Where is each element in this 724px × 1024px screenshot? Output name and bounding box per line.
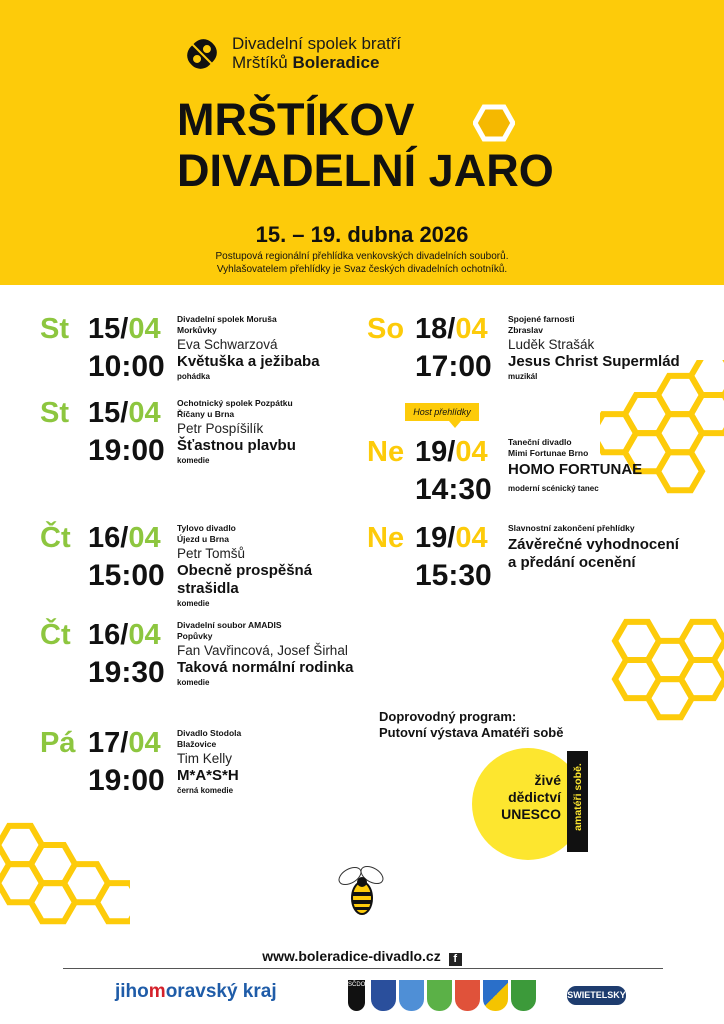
bee-icon <box>332 862 392 918</box>
event-date <box>88 618 161 652</box>
festival-title-2: DIVADELNÍ JARO <box>177 145 554 196</box>
event-date-month: 04 <box>128 522 161 554</box>
event-title: Závěrečné vyhodnocení a předání ocenění <box>508 536 679 571</box>
event-day: Čt <box>40 522 71 554</box>
event-date-month: 04 <box>128 727 161 759</box>
event-date-day: 19/ <box>415 522 456 554</box>
event-genre: pohádka <box>177 372 210 381</box>
event-time: 17:00 <box>415 350 492 383</box>
event-ensemble: Taneční divadlo Mimi Fortunae Brno <box>508 437 589 458</box>
event-time: 15:30 <box>415 559 492 592</box>
event-time: 19:00 <box>88 764 165 797</box>
website-line <box>0 948 724 966</box>
event-ensemble: Ochotnický spolek Pozpátku Říčany u Brna <box>177 398 293 419</box>
event-details <box>508 437 724 495</box>
accompanying-program <box>379 709 563 741</box>
event-ensemble: Spojené farnosti Zbraslav <box>508 314 575 335</box>
event-time: 19:00 <box>88 434 165 467</box>
event-time: 14:30 <box>415 473 492 506</box>
event-time: 19:30 <box>88 656 165 689</box>
event-time: 15:00 <box>88 559 165 592</box>
event-day: St <box>40 397 69 429</box>
event-date <box>415 521 488 555</box>
event-day: St <box>40 313 69 345</box>
event-genre: komedie <box>177 456 210 465</box>
event-author: Eva Schwarzová <box>177 337 278 352</box>
festival-subtitle <box>0 250 724 276</box>
event-details <box>177 314 397 383</box>
event-day: So <box>367 313 405 345</box>
event-title: Jesus Christ Supermlád <box>508 353 680 370</box>
honeycomb-cell <box>681 660 724 698</box>
program-exhibition: Putovní výstava Amatéři sobě <box>379 725 564 740</box>
municipal-crest <box>427 980 452 1011</box>
unesco-line: UNESCO <box>501 806 561 822</box>
swietelsky-logo: SWIETELSKY <box>567 986 626 1005</box>
event-date-day: 19/ <box>415 436 456 468</box>
amateri-sobe-text: amatéři sobě. <box>572 763 584 831</box>
event-details <box>508 523 724 572</box>
event-details <box>177 620 397 689</box>
event-details <box>177 398 397 467</box>
event-date-month: 04 <box>128 619 161 651</box>
municipal-crest <box>399 980 424 1011</box>
event-details <box>177 523 397 610</box>
organizer-line-2: Mrštíků <box>232 53 288 72</box>
organizer-town: Boleradice <box>292 53 380 72</box>
event-title: HOMO FORTUNAE <box>508 461 643 478</box>
event-ensemble: Tylovo divadlo Újezd u Brna <box>177 523 236 544</box>
organizer-logo <box>181 33 223 75</box>
municipal-crest <box>511 980 536 1011</box>
honeycomb-cell <box>615 622 659 660</box>
unesco-text <box>486 772 561 823</box>
amateri-sobe-label <box>567 751 588 852</box>
event-author: Fan Vavřincová, Josef Širhal <box>177 643 348 658</box>
event-date-day: 16/ <box>88 522 129 554</box>
website-link[interactable]: www.boleradice-divadlo.cz <box>262 948 441 964</box>
honeycomb-cell <box>681 622 724 660</box>
event-date-day: 15/ <box>88 397 129 429</box>
event-time: 10:00 <box>88 350 165 383</box>
event-date-day: 15/ <box>88 313 129 345</box>
event-ensemble: Slavnostní zakončení přehlídky <box>508 523 635 533</box>
event-genre: komedie <box>177 678 210 687</box>
organizer-name <box>232 34 401 72</box>
event-genre: moderní scénický tanec <box>508 484 599 493</box>
program-heading: Doprovodný program: <box>379 709 517 724</box>
event-date-day: 17/ <box>88 727 129 759</box>
event-author: Tim Kelly <box>177 751 233 766</box>
event-genre: komedie <box>177 599 210 608</box>
honeycomb-cell <box>31 883 75 921</box>
jihomoravsky-kraj-logo: jihomoravský kraj <box>115 981 277 1002</box>
event-title: Květuška a ježibaba <box>177 353 320 370</box>
event-genre: černá komedie <box>177 786 234 795</box>
event-genre: muzikál <box>508 372 538 381</box>
municipal-crest <box>455 980 480 1011</box>
event-title: Taková normální rodinka <box>177 659 354 676</box>
event-date-month: 04 <box>128 313 161 345</box>
event-date <box>88 396 161 430</box>
event-date <box>88 312 161 346</box>
event-author: Petr Tomšů <box>177 546 246 561</box>
honeycomb-cell <box>691 395 724 433</box>
event-day: Ne <box>367 436 405 468</box>
event-date-month: 04 <box>455 522 488 554</box>
event-date-day: 16/ <box>88 619 129 651</box>
honeycomb-decoration <box>0 815 130 935</box>
municipal-crest <box>371 980 396 1011</box>
unesco-line: dědictví <box>508 789 561 805</box>
event-day: Čt <box>40 619 71 651</box>
festival-dates: 15. – 19. dubna 2026 <box>255 222 469 247</box>
event-date <box>88 521 161 555</box>
facebook-icon[interactable]: f <box>449 953 462 966</box>
organizer-line-1: Divadelní spolek bratří <box>232 34 402 53</box>
event-date <box>415 435 488 469</box>
event-date-month: 04 <box>455 436 488 468</box>
subtitle-line: Vyhlašovatelem přehlídky je Svaz českých divadelních ochotníků. <box>216 264 508 275</box>
unesco-line: živé <box>534 772 561 788</box>
event-author: Petr Pospíšilík <box>177 421 264 436</box>
event-ensemble: Divadelní soubor AMADIS Popůvky <box>177 620 282 641</box>
event-date-month: 04 <box>128 397 161 429</box>
subtitle-line: Postupová regionální přehlídka venkovských divadelních souborů. <box>215 251 509 262</box>
event-title: M*A*S*H <box>177 767 239 784</box>
event-details <box>508 314 724 383</box>
scdo-logo: SČDO <box>348 980 365 1011</box>
event-date <box>415 312 488 346</box>
hexagon-icon <box>473 104 515 142</box>
event-day: Pá <box>40 727 76 759</box>
event-title: Obecně prospěšná strašidla <box>177 562 313 597</box>
honeycomb-cell <box>97 883 130 921</box>
host-badge: Host přehlídky <box>405 403 479 421</box>
event-date-month: 04 <box>455 313 488 345</box>
event-details <box>177 728 397 797</box>
event-title: Šťastnou plavbu <box>177 437 296 454</box>
event-date <box>88 726 161 760</box>
municipal-crest <box>483 980 508 1011</box>
event-ensemble: Divadlo Stodola Blažovice <box>177 728 242 749</box>
festival-title-1: MRŠTÍKOV <box>177 94 415 145</box>
event-author: Luděk Strašák <box>508 337 595 352</box>
footer-divider <box>63 968 663 969</box>
event-date-day: 18/ <box>415 313 456 345</box>
event-ensemble: Divadelní spolek Moruša Morkůvky <box>177 314 277 335</box>
event-day: Ne <box>367 522 405 554</box>
